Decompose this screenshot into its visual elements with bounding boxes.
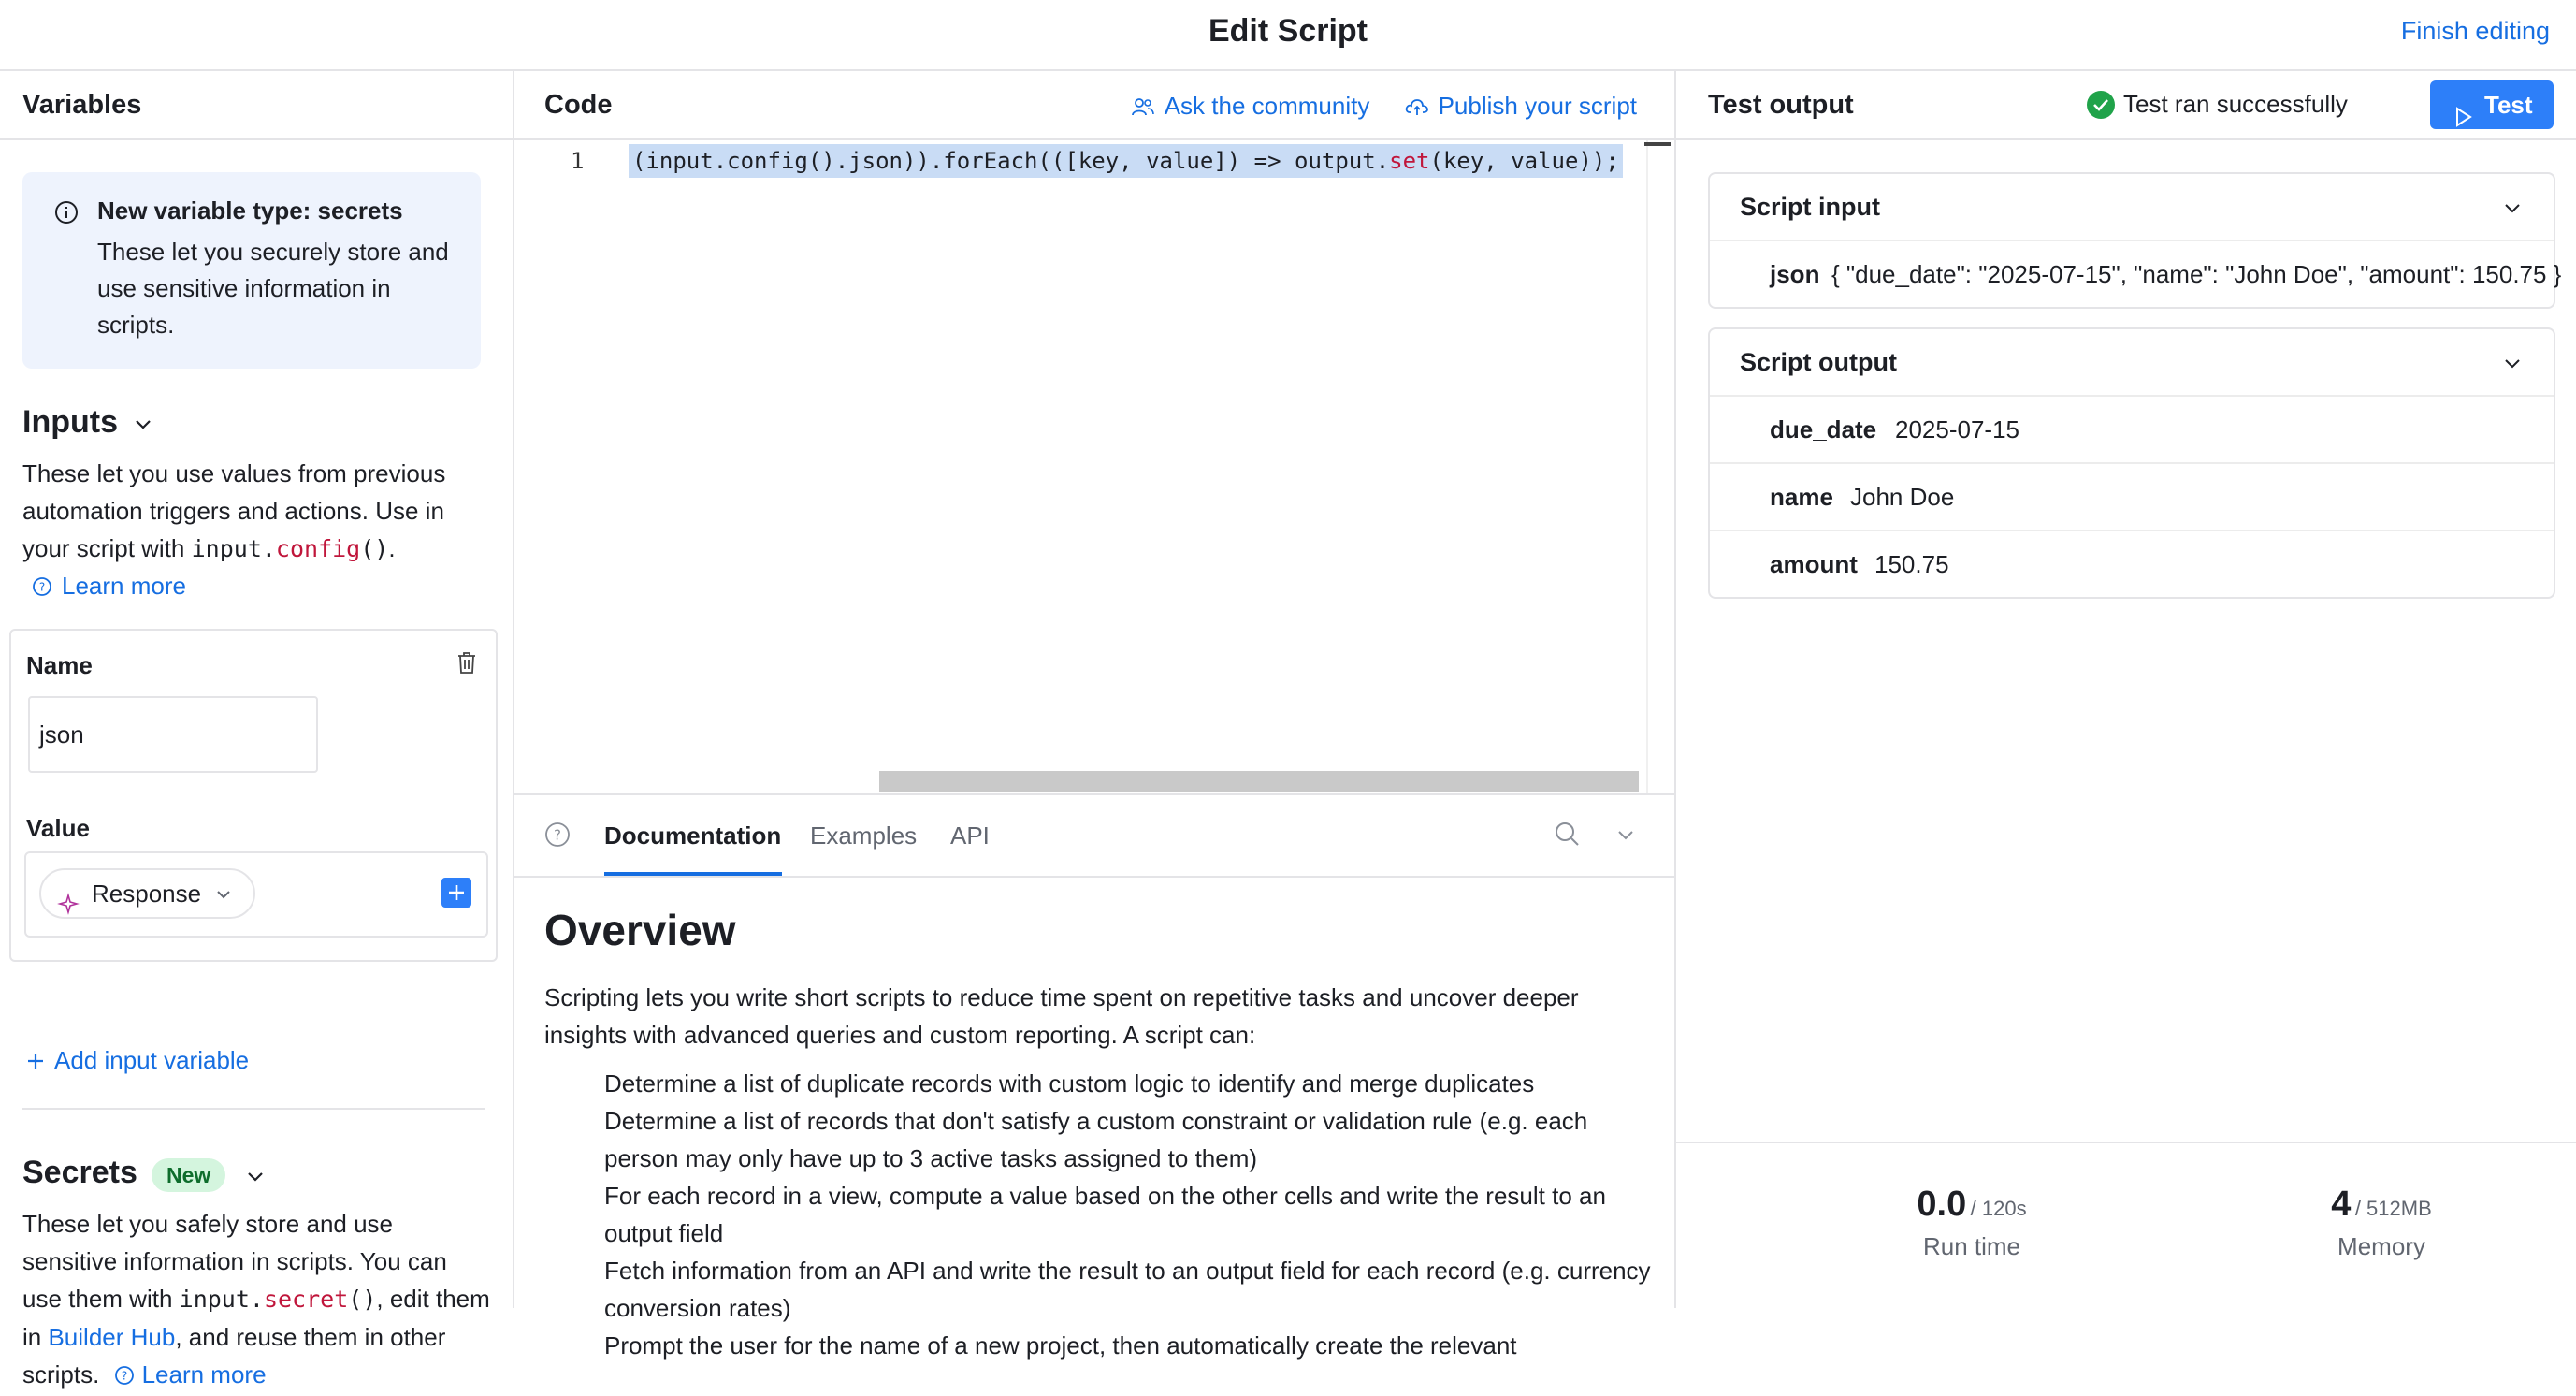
horizontal-scrollbar[interactable] — [879, 771, 1639, 792]
builder-hub-link[interactable]: Builder Hub — [48, 1323, 176, 1351]
run-time-value: 0.0 — [1917, 1185, 1967, 1224]
help-circle-icon — [32, 570, 52, 607]
script-output-header[interactable] — [1710, 329, 2554, 397]
info-title: New variable type: secrets — [97, 196, 403, 225]
doc-heading: Overview — [544, 906, 736, 954]
code-actions — [1131, 92, 1637, 124]
memory-metric — [2269, 1185, 2494, 1261]
inputs-chevron-down-icon[interactable] — [133, 414, 153, 439]
inputs-description — [22, 455, 490, 568]
status-label: Test ran successfully — [2123, 90, 2348, 118]
help-circle-icon[interactable] — [544, 822, 571, 852]
list-item: Determine a list of records that don't satisfy a custom constraint or validation rule (e.g. each person may only have up to 3 active tasks assigned to them) — [604, 1107, 1588, 1172]
script-input-title: Script input — [1740, 193, 1880, 221]
script-output-card — [1708, 327, 2555, 599]
list-item: Fetch information from an API and write the result to an output field for each record (e.g. currency conversion rates) — [604, 1257, 1651, 1322]
secrets-text-2: , edit them in — [22, 1285, 490, 1351]
input-variable-card — [9, 629, 498, 962]
add-input-label: Add input variable — [54, 1046, 250, 1074]
doc-list — [544, 1065, 1657, 1364]
learn-more-label: Learn more — [62, 572, 186, 600]
secrets-learn-more-link[interactable] — [114, 1360, 267, 1389]
row-value: 150.75 — [1874, 550, 1949, 578]
row-value: John Doe — [1850, 483, 1955, 511]
code-obj: input. — [179, 1286, 264, 1313]
code-fn: set — [1389, 148, 1430, 174]
publish-label: Publish your script — [1438, 92, 1637, 120]
inputs-code — [192, 535, 389, 562]
plus-icon — [26, 1048, 45, 1077]
inputs-text: These let you use values from previous automation triggers and actions. Use in your script with — [22, 459, 446, 562]
line-number: 1 — [571, 148, 585, 174]
publish-script-button[interactable] — [1405, 92, 1637, 120]
users-icon — [1131, 95, 1155, 124]
pill-label: Response — [92, 880, 202, 908]
section-divider — [22, 1108, 485, 1110]
help-circle-icon — [114, 1359, 135, 1396]
memory-limit: / 512MB — [2354, 1197, 2432, 1220]
code-paren: () — [348, 1286, 377, 1313]
table-row — [1710, 241, 2562, 307]
value-label: Value — [26, 814, 90, 842]
variables-panel — [0, 69, 514, 1389]
row-key: due_date — [1770, 415, 1877, 444]
svg-text:?: ? — [38, 580, 46, 594]
code-editor[interactable] — [514, 140, 1674, 793]
run-time-metric — [1860, 1185, 2084, 1261]
doc-intro: Scripting lets you write short scripts to reduce time spent on repetitive tasks and uncover deeper insights with advanced queries and custom reporting. A script can: — [544, 983, 1579, 1049]
variables-title: Variables — [22, 90, 142, 120]
inputs-learn-more-link[interactable] — [32, 567, 499, 607]
check-circle-icon — [2086, 90, 2116, 126]
top-bar — [0, 0, 2576, 71]
table-row — [1710, 397, 2554, 464]
list-item: Determine a list of duplicate records with custom logic to identify and merge duplicates — [604, 1069, 1535, 1098]
test-label: Test — [2484, 91, 2533, 119]
chevron-down-icon[interactable] — [2501, 352, 2524, 379]
table-row — [1710, 464, 2554, 531]
secrets-text-1: These let you safely store and use sensitive information in scripts. You can use them with — [22, 1210, 447, 1313]
run-metrics — [1676, 1142, 2576, 1312]
info-text: These let you securely store and use sensitive information in scripts. — [97, 238, 449, 339]
tab-examples[interactable]: Examples — [810, 822, 918, 850]
secrets-description — [22, 1205, 490, 1396]
script-input-header[interactable] — [1710, 174, 2554, 241]
chevron-down-icon[interactable] — [2501, 196, 2524, 224]
inputs-text-post: . — [388, 534, 396, 562]
code-fn: config — [275, 535, 361, 562]
test-status — [2123, 90, 2348, 119]
run-time-label: Run time — [1922, 1232, 2021, 1260]
code-title: Code — [544, 90, 613, 120]
test-button[interactable] — [2430, 80, 2554, 129]
row-key: amount — [1770, 550, 1858, 578]
table-row — [1710, 531, 2554, 597]
script-output-title: Script output — [1740, 348, 1897, 376]
trash-icon[interactable] — [455, 649, 479, 680]
list-item: Prompt the user for the name of a new project, then automatically create the relevant — [604, 1331, 1517, 1360]
secrets-code — [180, 1286, 377, 1313]
code-line[interactable] — [629, 144, 1623, 178]
documentation-tabs — [514, 793, 1674, 878]
row-key: json — [1770, 260, 1820, 288]
code-paren: () — [360, 535, 389, 562]
play-icon — [2454, 95, 2473, 143]
inputs-title: Inputs — [22, 404, 118, 440]
code-text-a: (input.config().json)).forEach(([key, value]) => output. — [632, 148, 1390, 174]
memory-label: Memory — [2337, 1232, 2425, 1260]
search-icon[interactable] — [1553, 820, 1581, 852]
test-header — [1676, 69, 2576, 140]
documentation-content — [544, 902, 1657, 1364]
info-icon — [54, 200, 79, 229]
ask-community-button[interactable] — [1131, 92, 1377, 120]
variables-header — [0, 69, 513, 140]
editor-minimap-divider — [1646, 140, 1648, 793]
collapse-chevron-down-icon[interactable] — [1614, 823, 1637, 851]
tab-api[interactable]: API — [950, 822, 990, 850]
svg-text:?: ? — [554, 826, 561, 844]
memory-value: 4 — [2331, 1185, 2352, 1224]
test-output-title: Test output — [1708, 90, 1854, 120]
svg-text:?: ? — [121, 1369, 127, 1383]
finish-editing-button[interactable]: Finish editing — [2400, 17, 2550, 45]
cloud-upload-icon — [1405, 95, 1429, 124]
name-input[interactable]: json — [28, 696, 318, 773]
secrets-info-banner — [22, 172, 481, 369]
row-value: { "due_date": "2025-07-15", "name": "John Doe", "amount": 150.75 } — [1831, 260, 2562, 288]
secrets-chevron-down-icon[interactable] — [245, 1166, 266, 1191]
pill-chevron-down-icon — [214, 872, 233, 919]
vertical-scroll-thumb[interactable] — [1644, 142, 1671, 146]
new-badge: New — [152, 1158, 225, 1192]
learn-more-label: Learn more — [141, 1360, 267, 1389]
tab-documentation[interactable]: Documentation — [604, 822, 782, 850]
response-token-pill[interactable] — [39, 868, 255, 919]
page-title: Edit Script — [1208, 13, 1368, 49]
list-item: For each record in a view, compute a value based on the other cells and write the result to an output field — [604, 1182, 1606, 1247]
row-value: 2025-07-15 — [1895, 415, 2019, 444]
script-input-card — [1708, 172, 2562, 309]
code-fn: secret — [263, 1286, 349, 1313]
row-key: name — [1770, 483, 1833, 511]
insert-plus-icon[interactable] — [441, 878, 471, 908]
value-field[interactable] — [24, 851, 488, 938]
active-tab-indicator — [604, 872, 782, 876]
ask-label: Ask the community — [1164, 92, 1370, 120]
code-text-b: (key, value)); — [1429, 148, 1619, 174]
name-label: Name — [26, 651, 93, 679]
secrets-title: Secrets — [22, 1155, 137, 1190]
run-time-limit: / 120s — [1970, 1197, 2027, 1220]
code-panel — [514, 69, 1676, 1360]
test-output-panel — [1676, 69, 2576, 1308]
sparkle-icon — [58, 882, 79, 929]
add-input-variable-button[interactable] — [26, 1046, 249, 1077]
code-obj: input. — [191, 535, 276, 562]
code-header — [514, 69, 1674, 140]
secrets-text-3: , and reuse them in other scripts. — [22, 1323, 446, 1389]
